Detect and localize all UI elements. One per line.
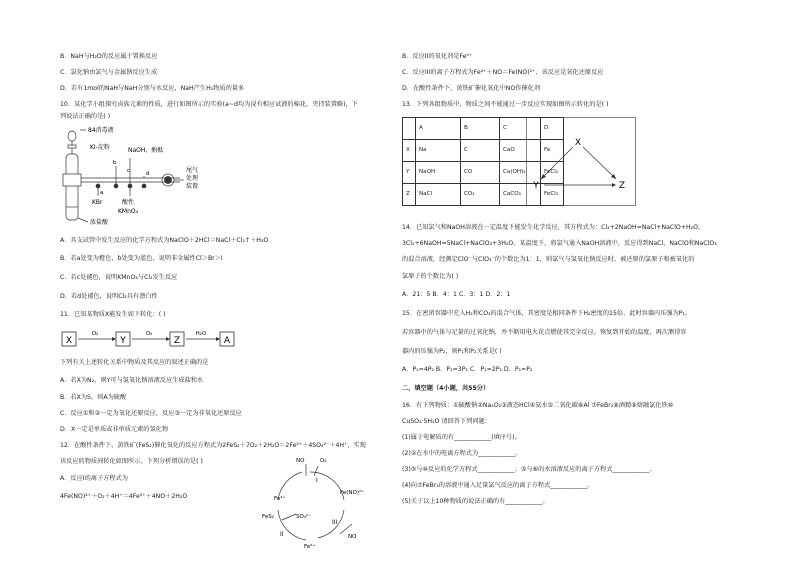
question-option: C．氯化钠由氯气与金属钠反应生成: [60, 69, 158, 76]
label-bleach: 84消毒液: [88, 127, 114, 134]
question-14-stem: 3Cl₂+6NaOH=5NaCl+NaClO₃+3H₂O。某温度下，将氯气通入NaOH溶液中，反应得到NaCl、NaClO和NaClO₃: [402, 240, 717, 247]
question-11-stem: 11．已知某物质X能发生如下转化：( ): [60, 311, 166, 318]
question-option: C．若c处褪色，说明KMnO₄与Cl₂发生反应: [60, 274, 178, 281]
chain-o2-second: O₂: [145, 331, 153, 337]
question-option: B．反应II的氧化剂是Fe³⁺: [402, 53, 473, 60]
question-14-stem: 14．已知氯气和NaOH溶液在一定温度下能发生化学反应，其方程式为：Cl₂+2NaOH=NaCl+NaClO+H₂O，: [402, 224, 705, 231]
question-16-part: (3)⑤与⑩反应的化学方程式____________；⑤与⑥的水溶液反应的离子方程式____________。: [402, 466, 656, 473]
cycle-so4: SO₄²⁻: [296, 514, 312, 520]
cycle-feno: Fe(NO)²⁺: [340, 490, 365, 496]
question-15-stem: 器内的压强为P₂，则P₁和P₂关系是( ): [402, 348, 502, 355]
question-option: D．在酸性条件下，黄铁矿催化氧化中NO作催化剂: [402, 85, 541, 92]
label-ki-starch: KI-淀粉: [90, 144, 110, 151]
question-option: D．若有1mol的NaH与NaH分别与水反应，NaH产生H₂物质的量多: [60, 85, 245, 92]
question-10-stem: 10．某化学小组探究卤族元素的性质，进行如图所示的实验(a~d均为浸有相应试液的棉花，夹持装置略)，下: [60, 101, 358, 108]
label-naoh: NaOH、酚酞: [128, 147, 164, 154]
question-11-sub: 下列有关上述转化关系中物质及其反应的叙述正确的是: [60, 359, 209, 366]
label-kmno4: KMnO₄: [118, 208, 139, 215]
question-16-stem: 16．有下列物质：①硫酸钠②Na₂O₂③液态HCl④氨水⑤二氧化碳⑥Al ⑦FeBr₂⑧酒精⑨熔融氯化铁⑩: [402, 402, 674, 409]
cycle-no-bottom: NO: [348, 534, 357, 540]
cycle-fe3: Fe³⁺: [274, 496, 286, 502]
question-12-stem: 12．在酸性条件下，黄铁矿(FeS₂)催化氧化的反应方程式为2FeS₂＋7O₂＋2H₂O＝2Fe²⁺＋4SO₄²⁻＋4H⁺，实现: [60, 442, 366, 449]
cycle-fes2: FeS₂: [262, 514, 274, 520]
question-14-stem: 的混合溶液，经测定ClO⁻与ClO₃⁻的个数比为1：1，则氯气与氢氧化钠反应时，被还原的氯原子和被氧化的: [402, 256, 695, 263]
table-cell: X: [403, 140, 416, 162]
question-15-stem: 若容器中的气体与足量的过氧化钠，并不断用电火花点燃使其完全反应，恢复到开始的温度，再次测得容: [402, 329, 687, 336]
triangle-x: X: [574, 138, 582, 148]
equation: 4Fe(NO)²⁺＋O₂＋4H⁺＝4Fe³⁺＋4NO＋2H₂O: [60, 493, 188, 500]
label-waste-2: 处理: [186, 175, 199, 182]
chain-x: X: [65, 336, 73, 346]
table-cell: CO₂: [461, 184, 500, 206]
label-waste-3: 装置: [186, 183, 199, 190]
table-cell: FeCl₂: [541, 162, 564, 184]
table-cell: C: [461, 140, 500, 162]
table-cell: D: [541, 118, 564, 140]
table-cell: Y: [403, 162, 416, 184]
question-option: C．反应III的离子方程式为Fe²⁺＋NO＝Fe(NO)²⁺，该反应是氧化还原反应: [402, 69, 604, 76]
table-cell: CO: [461, 162, 500, 184]
question-13-stem: 13．下列各组物质中，物质之间不能通过一步反应实现如图所示转化的是( ): [402, 101, 609, 108]
question-option: B．若X为S，则A为硫酸: [60, 394, 127, 401]
table-cell: NaOH: [416, 162, 461, 184]
table-cell: B: [461, 118, 500, 140]
cycle-o2: O₂: [320, 458, 327, 464]
cycle-diagram: [260, 454, 370, 554]
question-15-stem: 15．在密闭容器中充入H₂和CO₂的混合气体，其密度是相同条件下H₂密度的15倍，此时容器内压强为P₁，: [402, 310, 692, 317]
question-16-part: (1)属于电解质的有____________(填序号)。: [402, 434, 521, 441]
question-option: C．反应①和②一定为氧化还原反应，反应③一定为非氧化还原反应: [60, 410, 242, 417]
label-conc-hcl: 浓盐酸: [90, 219, 109, 226]
cycle-i: I: [316, 477, 318, 484]
cycle-iii: III: [332, 519, 338, 526]
question-option: B．NaH与H₂O的反应属于置换反应: [60, 53, 158, 60]
table-cell: Ca(OH)₂: [500, 162, 541, 184]
question-option: A．反应I的离子方程式为: [60, 475, 128, 482]
apparatus-diagram: [60, 124, 220, 228]
table-cell: Fe: [541, 140, 564, 162]
conversion-chain: [60, 326, 240, 350]
table-cell: CaO: [500, 140, 541, 162]
question-16-stem: CuSO₄·5H₂O 请回答下列问题：: [402, 418, 491, 425]
triangle-diagram: [526, 117, 636, 207]
question-12-stem-cont: 该反应的物质间转化如图所示。下列分析错误的是( ): [60, 458, 203, 465]
question-15-options: A．P₁=4P₂ B．P₁=3P₂ C．P₁=2P₂ D．P₁=P₂: [402, 366, 533, 373]
table-cell: NaCl: [416, 184, 461, 206]
label-c: c: [127, 168, 131, 174]
label-d: d: [146, 171, 150, 177]
table-cell: C: [500, 118, 541, 140]
question-option: A．具支试管中发生反应的化学方程式为NaClO＋2HCl＝NaCl＋Cl₂↑＋H₂O: [60, 237, 269, 244]
label-acidic: 酸性: [122, 199, 135, 206]
table-cell: [403, 118, 416, 140]
section-heading: 二、填空题（4小题，共55分）: [402, 385, 490, 392]
question-16-part: (2)②在水中的电离方程式为____________。: [402, 450, 522, 457]
chain-y: Y: [120, 336, 126, 346]
table-cell: CaCO₃: [500, 184, 541, 206]
label-b: b: [113, 160, 117, 166]
label-waste-1: 尾气: [186, 167, 199, 174]
question-option: A．若X为N₂，则Y可与氢氧化钠溶液反应生成盐和水: [60, 377, 204, 384]
chain-h2o: H₂O: [195, 331, 207, 337]
table-cell: Na: [416, 140, 461, 162]
triangle-y: Y: [533, 181, 539, 191]
triangle-z: Z: [618, 181, 626, 191]
table-cell: A: [416, 118, 461, 140]
table-cell: FeCl₃: [541, 184, 564, 206]
question-10-stem-cont: 列说法正确的是( ): [60, 113, 111, 120]
cycle-no-top: NO: [296, 458, 305, 464]
table-cell: Z: [403, 184, 416, 206]
chain-a: A: [223, 336, 231, 346]
cycle-ii: II: [280, 531, 284, 538]
question-option: B．若a处变为橙色，b处变为蓝色，说明非金属性Cl＞Br＞I: [60, 255, 223, 262]
question-16-part: (5)关于以上10种物质的说法正确的有____________。: [402, 498, 549, 505]
question-option: D．X一定是单质或非单质元素的氢化物: [60, 426, 169, 433]
chain-z: Z: [173, 336, 181, 346]
chain-o2-first: O₂: [91, 331, 99, 337]
label-kbr: KBr: [92, 199, 103, 206]
question-16-part: (4)向⑦FeBr₂的溶液中通入足量氯气反应的离子方程式____________。: [402, 482, 594, 489]
question-14-stem: 氯原子的个数比为( ): [402, 273, 459, 280]
question-option: D．若d处褪色，说明Cl₂具有漂白性: [60, 293, 158, 300]
cycle-fe2: Fe²⁺: [304, 544, 316, 550]
label-a: a: [100, 190, 104, 196]
question-14-options: A．21：5 B．4：1 C．3：1 D．2：1: [402, 291, 511, 298]
